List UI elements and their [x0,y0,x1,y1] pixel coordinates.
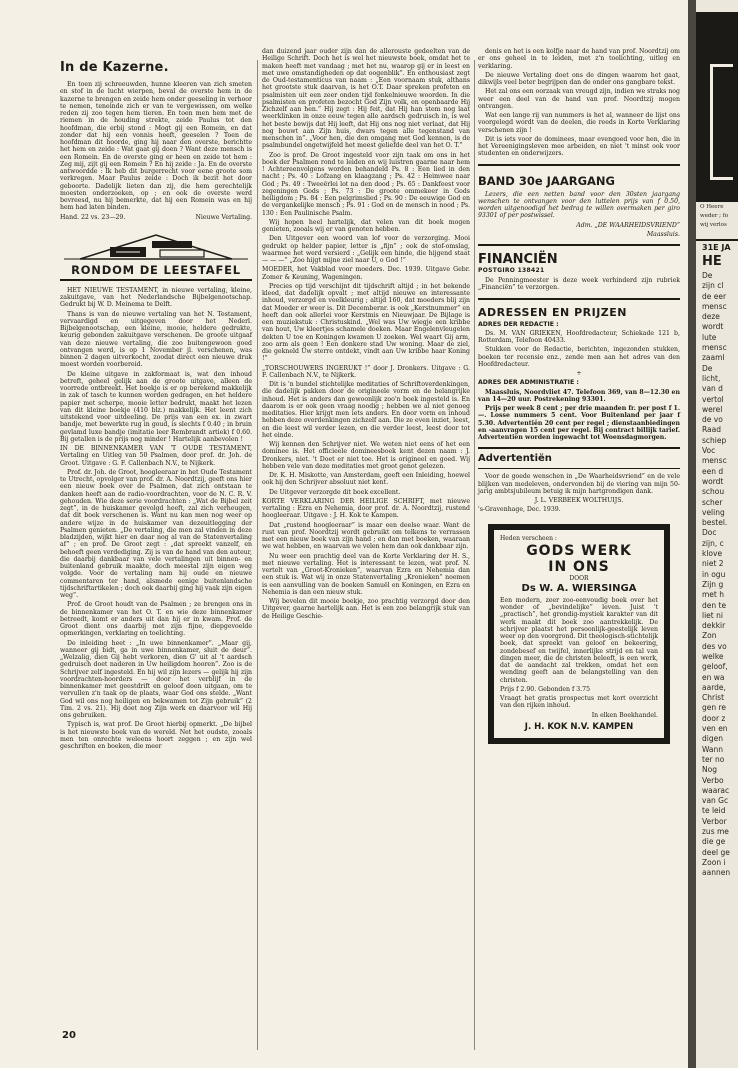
financien-title: FINANCIËN [478,252,558,267]
strip-line: schiep [702,435,727,445]
strip-line: de eer [702,291,727,301]
book-advertisement [488,524,670,744]
review-text: Precies op tijd verschijnt dit tijdschrift altijd ; in het bekende kleed, dat dadelijk opvalt ; met altijd nieuwe en interessante inhoud, verzorgd en veelkleurig ; altijd 160, dat moeders blij zijn dat Moeder er weer is. Dit Decembernr. is ook „Kerstnummer” en heeft dan ook allerlei voor Kerstmis en Nieuwjaar. De Bijlage is een muziekstuk : Christuskind. „Wel was Uw wiegje een kribbe van hout, Uw kleertjes schamele doeken. Maar Engelenvleugelen dekten U toe en Koningen kwamen U zoeken. Wel waart Gij arm, zoo arm als geen ! Een donkere stad Uw woning. Maar de ziel, die gekneld Uw sterre ontdekt, vindt aan Uw kribbe haar Koning !” [262,282,470,363]
strip-line: den te [702,600,727,610]
section-rule [478,244,680,246]
strip-line: werel [702,404,723,414]
strip-line: Doc [702,528,717,538]
ad-prospectus: Vraagt het gratis prospectus met kort overzicht van den rijken inhoud. [500,695,658,710]
admin-text: Maassluis, Noordvliet 47. Telefoon 369, van 8—12.30 en van 14—20 uur. Postrekening 93301. [478,388,680,403]
strip-line: veling [702,507,725,517]
column-divider [257,60,258,1050]
strip-line: door z [702,713,726,723]
ad-text: Een modern, zeer zoo-eenvoudig boek over het wonder of „bevindelijke” leven. Juist 't „practisch”, het grondig-mystiek karakter van dit werk maakt dit boek zoo aantrekkelijk. De schrijver plaatst het persoonlijk-geestelijk leven weer op den voorgrond. Dit theologisch-stichtelijk boek, dat spreekt van geloof en bekeering, zondebesef en twijfel, innerlijke strijd en tal van dingen meer, die de christen beleeft, is een werk, dat de aandacht zal trekken, omdat het een wending geeft aan de belangstelling van den christen. [500,596,658,684]
column-divider [474,60,475,1050]
review-text: „TORSCHOUWERS INGERUKT !” door J. Dronkers. Uitgave : G. F. Callenbach N.V., te Nijkerk. [262,364,470,379]
strip-line: zijn cl [702,281,724,291]
ad-author: Ds W. A. WIERSINGA [521,582,637,594]
ad-boekhandel: In elken Boekhandel. [591,711,658,719]
review-text: De kleine uitgave in zakformaat is, wat den inhoud betreft, geheel gelijk aan de groote uitgave, alleen de voorrede ontbreekt. Het boekje is er op berekend makkelijk in zak of tasch te kunnen worden gedragen, en het heldere papier met scherpe, mooie letter bedrukt, maakt het lezen van dit kleine boekje (410 blz.) makkelijk. Het leent zich uitstekend voor uitdeeling. De prijs van een ex. in zwart bandje, met bewerkte rug in goud, is slechts f 0.40 ; in bruin gevlamd luxe bandje (imitatie leer Rembrandt artiek) f 0.60. Bij getallen is de prijs nog minder ! Hartelijk aanbevolen ! [60,370,252,443]
band-place: Maassluis. [646,230,680,238]
strip-line: deze [702,312,720,322]
strip-line: van Gc [702,796,729,806]
review-text: Dat „rustend hoogleeraar” is maar een deelse waar. Want de rust van prof. Noordtzij wordt gebruikt om telkens te verrassen met een nieuw boek van zijn hand ; en dan met boeken, waaraan we wat hebben, en waarvan we velen hem dan ook dankbaar zijn. [262,521,470,551]
strip-line: digen [702,734,723,744]
review-text: dan duizend jaar ouder zijn dan de allerouste gedeelten van de Heilige Schrift. Doch het is wel het nieuwste boek, omdat het te maken heeft met vandaag ; met het nu, waarop gij er in leest en met uwe omstandigheden op dat oogenblik”. En enthousiast zegt de Oud-testamenticus van naam : „Een voornaam stuk, althans het grootste stuk daarvan, is het O.T. Daar spreken profeten en psalmisten uit een zeer onden tijd fonkelnieuwe woorden. In die psalmisten en profeten bezocht God Zijn volk, en openbaarde Hij Zichzelf aan hen.” Hij zegt : Hij feit, dat Hij han stem nog laat weerklinken in onze eeuw tegen alle aardsch gedruisch in, is wel het beste bewijs dat Hij leeft, dat Hij ons nog niet verlaat, dat Hij nog bouwt aan Zijn huis, dwars tegen alle tegenstand van menschen in”. „Voor hen, die den omgang met God kennen, is de psalmbundel ongetwijfeld het meest geliefde deel van het O. T.” [262,48,470,150]
adressen-title: ADRESSEN EN PRIJZEN [478,305,627,319]
strip-line: van d [702,384,723,394]
admin-text: Prijs per week 8 cent ; per drie maanden fr. per post f 1.—. Losse nummers 5 cent. Voor Buitenland per jaar f 5.30. Advertentiën 20 cent per regel ; dienstaanbiedingen en -aanvragen 15 cent per regel. Bij contract billijk tarief. Advertentiën worden ingewacht tot Woensdagmorgen. [478,405,680,441]
review-text: IN DE BINNENKAMER VAN 'T OUDE TESTAMENT, Vertaling en Uitleg van 50 Psalmen, door prof. dr. Joh. de Groot. Uitgave : G. F. Callenbach N.V., te Nijkerk. [60,445,252,467]
strip-caption: wij verlos [700,222,727,228]
strip-subheading: HE [702,254,722,269]
separator: + [576,370,582,377]
kazerne-reference: Hand. 22 vs. 23—29. [60,213,126,221]
review-text: De nieuwe Vertaling doet ons de dingen waarom het gaat, dikwijls veel beter begrijpen dan de onder ons gangbare tekst. [478,71,680,86]
review-text: Prof. dr. Joh. de Groot, hoogleeraar in het Oude Testament te Utrecht, opvolger van prof. dr. A. Noordtzij, geeft ons hier een nieuw boek over de Psalmen, dat zich ontstaan te danken heeft aan de radio-voordrachten, voor de N. C. R. V. gehouden. Wie deze serie voordrachten : „Wat de Bijbel zeit zegt”, in de huiskamer gevolgd heeft, zal zich verheugen, dat dit boek verschenen is. Want nu kan men nog weer op andere wijze in de huiskamer van dezeuitlegging der Psalmen genieten. „De vertaling, die men zal vinden in deze bladzijden, wijkt hier en daar nog al van de Statenvertaling af” ; en prof. De Groot zegt : „dat spreekt vanzelf, en behoeft geen verdediging. Zij is van de hand van den auteur, die daarbij dankbaar van vele vertalingen uit binnen- en buitenland gebruik maakte, doch meestal zijn eigen weg volgde. Voor de vertaling nam hij oude en nieuwe commentaren ter hand, alsmede eenige buitenlandsche tijdschriftartikelen ; doch ook daarbij ging hij vaak zijn eigen weg”. [60,468,252,599]
postgiro-number: POSTGIRO 138421 [478,267,545,274]
strip-line: niet 2 [702,559,724,569]
section-rule [478,468,680,469]
review-text: Wij kennen den Schrijver niet. We weten niet eens of het een dominee is. Het officieele domineesboek kent dezen naam : J. Dronkers, niet. 't Doet er niet toe. Het is origineel en goed. Wij hebben vele van deze meditaties met groot genot gelezen. [262,441,470,470]
review-text: De Uitgever verzorgde dit boek excellent. [269,488,401,496]
strip-caption: O Heere [700,204,724,210]
strip-line: lute [702,332,717,342]
strip-line: in ogu [702,569,726,579]
column-middle [262,48,470,622]
strip-line: mensc [702,301,727,311]
strip-line: Verbor [702,816,727,826]
review-text: Wij bevelen dit mooie boekje, zoo prachtig verzorgd door den Uitgever, gaarne hartelijk aan. Het is een zoo belangrijk stuk van de Heilige Geschie- [262,598,470,620]
strip-line: te leid [702,806,726,816]
ad-title: GODS WERK [526,542,632,559]
review-text: Thans is van de nieuwe vertaling van het N. Testament, vervaardigd en uitgegeven door het Nederl. Bijbelgenootschap, een kleine, mooie, heldere gedrukte, keurig gebonden zakuitgave verschenen. De groote uitgaaf van deze nieuwe vertaling, die zoo buitengewoon goed ontvangen werd, is op 1 November jl. verschenen, was binnen 2 dagen uitverkocht, zoodat direct een nieuwe druk moest worden voorbereid. [60,310,252,369]
strip-line: een d [702,466,724,476]
section-rule [478,447,680,449]
adjacent-page-strip [696,0,738,1068]
strip-line: en wa [702,672,725,682]
strip-line: licht, [702,373,721,383]
review-text: Dit is iets voor de dominees, maar evengoed voor hen, die in het Vereenigingsleven mee arbeiden, en niet 't minst ook voor studenten en onderwijzers. [478,135,680,158]
strip-line: zaaml [702,353,725,363]
strip-line: wordt [702,476,724,486]
strip-line: ter no [702,754,725,764]
review-text: HET NIEUWE TESTAMENT, in nieuwe vertaling, kleine, zakuitgave, van het Nederlandsche Bijbelgenootschap. Gedrukt bij W. D. Meinema te Delft. [60,286,252,309]
ad-door: DOOR [569,574,589,582]
strip-line: die ge [702,837,726,847]
review-text: Den Uitgever een woord van lof voor de verzorging. Mooi gedrukt op helder papier, letter is „fijn” ; ook de stof-omslag, waarmee het werd versierd : „Gelijk een hinde, die hijgend staat — — —” „Zoo hijgt mijne ziel naar U, o God !” [262,235,470,264]
book-stack-illustration [60,229,252,261]
strip-line: De [702,271,713,280]
strip-line: met h [702,590,724,600]
review-text: Dr. K. H. Miskotte, van Amsterdam, geeft een Inleiding, hoewel ook hij den Schrijver absoluut niet kent. [262,472,470,487]
redactie-header: ADRES DER REDACTIE : [478,320,559,328]
ad-heden: Heden verscheen : [500,534,557,542]
strip-line: Verbo [702,775,724,785]
strip-line: Nog [702,765,717,775]
band-title: BAND 30e JAARGANG [478,173,615,188]
ad-publisher: J. H. KOK N.V. KAMPEN [524,721,634,732]
strip-line: welke [702,651,724,661]
section-rule [478,164,680,166]
strip-line: Zijn g [702,579,724,589]
strip-line: zijn, c [702,538,724,548]
strip-line: bestel. [702,518,728,528]
strip-line: aannen [702,868,731,878]
page-number: 20 [62,1030,76,1041]
ad-price: Prijs f 2.90. Gebonden f 3.75 [500,685,591,693]
strip-line: schou [702,487,725,497]
band-signature: Adm. „DE WAARHEIDSVRIEND” [576,221,680,229]
strip-heading: 31E JA [702,243,731,252]
strip-line: aarde, [702,682,726,692]
kazerne-title: In de Kazerne. [60,60,169,75]
strip-line: waarac [702,785,730,795]
review-text: KORTE VERKLARING DER HEILIGE SCHRIFT, met nieuwe vertaling : Ezra en Nehemia, door prof. dr. A. Noordtzij, rustend hoogleeraar. Uitgave : J. H. Kok te Kampen. [262,497,470,520]
strip-line: vertol [702,394,724,404]
section-rule [478,298,680,300]
strip-line: wordt [702,322,724,332]
review-text: Wat een lange rij van nummers is het al, wanneer de lijst ons voorgelegd wordt van de deelen, die reeds in Korte Verklaring verschenen zijn ! [478,112,680,134]
review-text: MOEDER, het Vakblad voor moeders. Dec. 1939. Uitgave Gebr. Zomer & Keuning, Wageningen. [262,266,470,281]
review-text: denis en het is een kolfje naar de hand van prof. Noordtzij om er ons geheel in te leiden, met z'n toelichting, uitleg en verklaring. [478,48,680,70]
review-text: Dit is 'n bundel stichtelijke meditaties of Schriftoverdenkingen, die dadelijk pakken door de origineele vorm en de belangrijke inhoud. Het is anders dan gewoonlijk zoo'n boek ingesteld is. En daarom is er ook geen vraag noodig ; hebben we al niet genoeg meditaties. Hier krijgt men iets anders. En door vorm en inhoud hebben deze overdenkingen zichzelf aan. Die ze even inziet, leest, en die leest wil verder lezen, en die verder leest, leest door tot het einde. [262,381,471,439]
strip-text-block [696,271,738,879]
admin-header: ADRES DER ADMINISTRATIE : [478,379,579,387]
strip-line: Raad [702,425,721,435]
strip-line: de vo [702,415,723,425]
review-text: Zoo is prof. De Groot ingesteld voor zijn taak om ons in het boek der Psalmen rond te leiden en wij luistren gaarne naar hem ! Achtereenvolgens worden behandeld Ps. 8 : Een lied in den nacht ; Ps. 40 : Lofzang en klaagzang ; Ps. 42 : Heimwee naar God ; Ps. 49 : Tweeërlei lot na den dood ; Ps. 65 : Dankfeest voor zegeningen Gods ; Ps. 73 : De groote ommekeer in Gods heiligdom ; Ps. 84 : Een pelgrimslied ; Ps. 90 : De eeuwige God en de vergankelijke mensch ; Ps. 91 : God en de mensch in nood ; Ps. 130 : Een Paulinische Psalm. [262,151,470,217]
kazerne-reference-row [60,214,252,221]
column-left [60,48,252,752]
strip-line: Zon [702,631,717,641]
strip-line: des vo [702,641,727,651]
financien-text: De Penningmeester is deze week verhinderd zijn rubriek „Financiën” te verzorgen. [478,277,680,292]
strip-line: deel ge [702,847,730,857]
strip-line: gen re [702,703,727,713]
review-text: Het zal ons een oorzaak van vreugd zijn, indien we straks nog weer een deel van de hand van prof. Noordtzij mogen ontvangen. [478,88,680,110]
review-text: Typisch is, wat prof. De Groot hierbij opmerkt. „De bijbel is het nieuwste boek van de wereld. Net het oudste, zooals men ten onrechte weleens hoort zeggen ; en zijn wel geschriften en boeken, die meer [60,721,252,750]
leestafel-title: RONDOM DE LEESTAFEL [71,262,241,277]
redactie-text: Ds. M. VAN GRIEKEN, Hoofdredacteur, Schiekade 121 b, Rotterdam, Telefoon 40433. [478,329,680,344]
kazerne-translation: Nieuwe Vertaling. [195,213,252,221]
strip-line: dekkir [702,621,726,631]
strip-line: klove [702,549,723,559]
leestafel-header [60,229,252,281]
strip-line: Wann [702,744,724,754]
advertentien-title: Advertentiën [478,453,552,465]
strip-line: geloof, [702,662,728,672]
band-text: Lezers, die een netten band voor den 30sten jaargang wenschen te ontvangen voor den luttelen prijs van f 0.50, worden uitgenoodigd het bedrag te willen overmaken per giro 93301 of per postwissel. [478,190,680,220]
adjacent-illustration [696,12,738,202]
ad-title: IN ONS [548,558,610,575]
notice-place: 's-Gravenhage, Dec. 1939. [478,506,561,514]
kazerne-text: En toen zij schreeuwden, hunne kleeren van zich smeten en stof in de lucht wierpen, beval de overste hem in de kazerne te brengen en zeide hem onder geeseling in verhoor te nemen, teneinde zich er van te vergewissen, om welke reden zij zoo tegen hem tieren. En toen men hem met de riemen in de houding strekte, zeide Paulus tot den hoofdman, die erbij stond : Mogt gij een Romein, en dat zonder dat hij een vonnis heeft, geeselen ? Toen de hoofdman dit hoorde, ging hij naar den overste, berichtte het hem en zeide : Wat gaat gij doen ? Want deze mensch is een Romein. En de overste ging er heen en zeide tot hem : Zeg mij, zijt gij een Romein ? En hij zeide : Ja. En de overste antwoordde : Ik heb dit burgerrecht voor eene groote som verkregen. Maar Paulus zeide : Doch ik bezit het door geboorte. Dadelijk lieten dan zij, die hem gerechtelijk moesten onderzoeken, op ; en ook de overste werd bevreesd, nu hij bemerkte, dat hij een Romein was en hij hem had laten binden. [60,81,252,212]
strip-line: ven en [702,724,728,734]
strip-line: mensc [702,456,727,466]
strip-line: liet ni [702,610,723,620]
strip-line: De [702,363,713,373]
redactie-text: Stukken voor de Redactie, berichten, ingezonden stukken, boeken ter recensie enz., zende men aan het adres van den Hoofdredacteur. [478,346,680,368]
strip-line: mensc [702,343,727,353]
review-text: Wij hopen heel hartelijk, dat velen van dit boek mogen genieten, zooals wij er van genoten hebben. [262,218,470,233]
notice-text: Voor de goede wenschen in „De Waarheidsvriend” en de vele blijken van medeleven, ondervonden bij de viering van mijn 50-jarig ambtsjubileum betuig ik mijn hartgrondigen dank. [478,473,680,495]
review-text: Nu weer een prachtig deel van de Korte Verklaring der H. S., met nieuwe vertaling. Het is interessant te lezen, wat prof. N. vertelt van „Groot-Kronieken”, waarvan Ezra en Nehemia dan een stuk is. Wat wij in onze Statenvertaling „Kronieken” noemen is een aanvulling van de boeken Samuël en Koningen, en Ezra en Nehemia is dan een nieuw stuk. [262,552,470,596]
strip-line: scher [702,497,723,507]
column-right [478,48,680,744]
strip-line: Christ [702,693,725,703]
strip-line: Zoon i [702,857,726,867]
review-text: De inleiding heet : „In uwe binnenkamer”. „Maar gij, wanneer gij bidt, ga in uwe binnenkamer, sluit de deur”. „Welzalig, dien Gij hebt verkoren, dien G' uit al 't aardsch gedruisch doet naderen in Uw heiligdom hooren”. Zoo is de Schrijver zelf ingesteld. En hij wil zijn lezers — gelijk hij zijn voordrachten-hoorders — door het verblijf in de binnenkamer met geestdrift en geloof doen uitgaan, om te vervullen z'n taak op de plaats, waar God ons stelde. „Want God wil ons nog heiligen en bekwamen tot Zijn gebruik” (2 Tim. 2 vs. 21). Hij doet nog Zijn werk en daarvoor wil Hij ons gebruiken. [60,639,252,719]
strip-line: zus me [702,827,729,837]
strip-caption: weder ; fo [700,213,729,219]
notice-name: J. L. VERBEEK WOLTHUIJS. [534,497,624,504]
strip-line: Voc [702,446,716,456]
book-gutter [688,0,696,1068]
review-text: Prof. de Groot houdt van de Psalmen ; ze brengen ons in de binnenkamer van het O. T. en wie deze binnenkamer betreedt, komt er anders uit dan hij er in kwam. Prof. de Groot dient ons daarbij met zijn fijne, diepgevoelde opmerkingen, verklaring en toelichting. [60,601,252,638]
